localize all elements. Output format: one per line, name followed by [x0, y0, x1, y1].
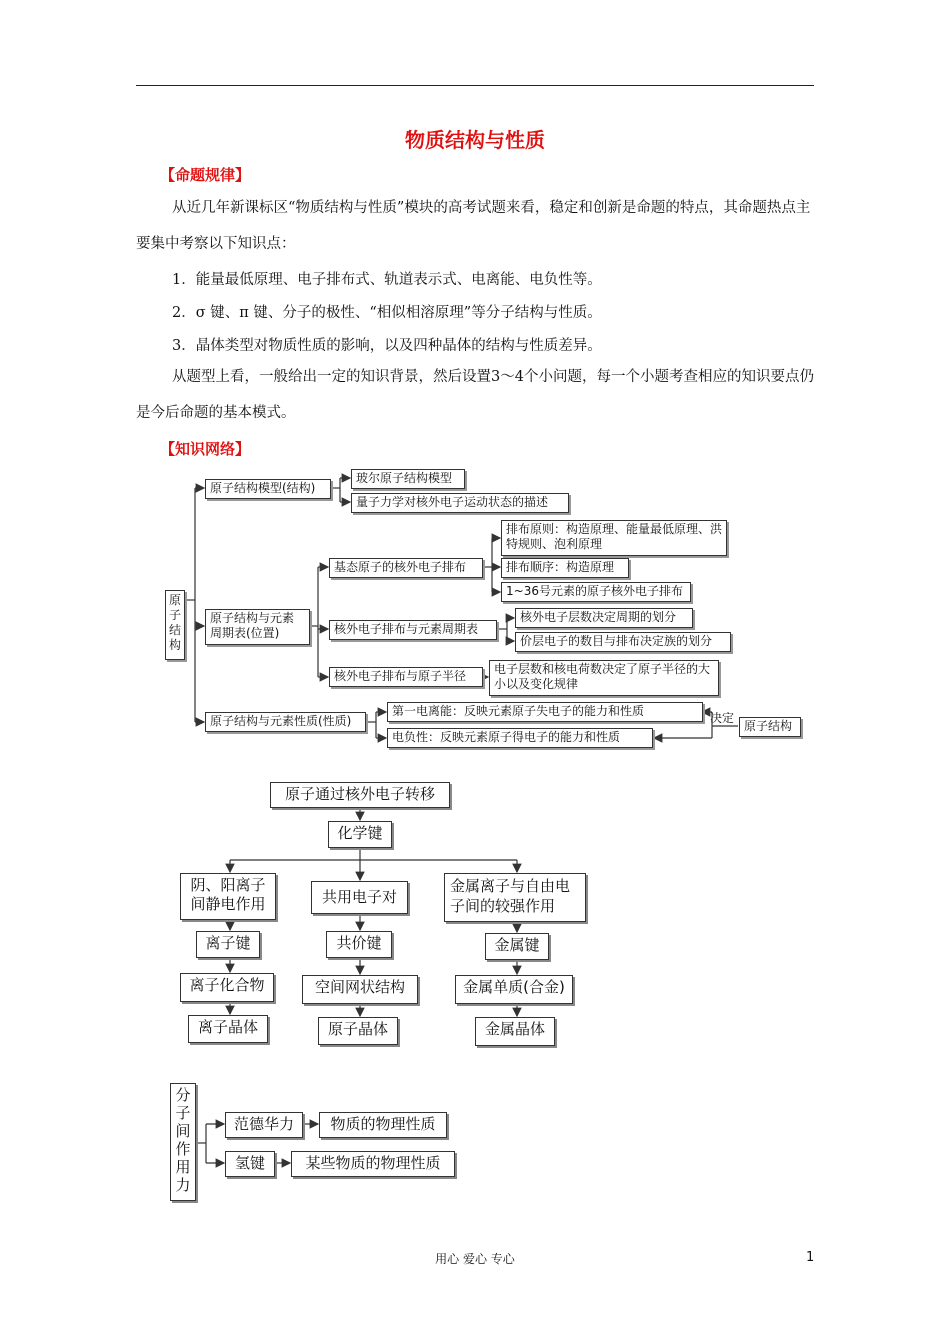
- van-der-waals-node: 范德华力: [225, 1112, 303, 1138]
- network-structure-node: 空间网状结构: [302, 975, 418, 1004]
- model-node: 原子结构模型(结构): [205, 479, 331, 499]
- footer-text: 用心 爱心 专心: [435, 1252, 515, 1266]
- rule-heading: 【命题规律】: [160, 166, 251, 184]
- atomic-crystal-node: 原子晶体: [318, 1017, 398, 1045]
- intermolecular-force-root: 分子间作用力: [170, 1083, 196, 1201]
- ionic-bond-node: 离子键: [196, 931, 260, 958]
- chemical-bond-node: 化学键: [328, 821, 392, 848]
- point-3: 3．晶体类型对物质性质的影响，以及四种晶体的结构与性质差异。: [172, 338, 602, 354]
- layers-period-node: 核外电子层数决定周期的划分: [515, 608, 693, 628]
- hbond-physical-property-node: 某些物质的物理性质: [291, 1151, 455, 1177]
- atom-structure-node: 原子结构: [739, 717, 801, 737]
- shared-electron-pair-node: 共用电子对: [311, 881, 408, 914]
- page-number: 1: [806, 1250, 815, 1265]
- ionization-node: 第一电离能：反映元素原子失电子的能力和性质: [387, 702, 703, 722]
- ground-state-node: 基态原子的核外电子排布: [329, 558, 483, 578]
- radius-rule-node: 电子层数和核电荷数决定了原子半径的大小以及变化规律: [489, 660, 719, 696]
- config-radius-node: 核外电子排布与原子半径: [329, 667, 483, 687]
- decides-label: 决定: [710, 711, 735, 725]
- periodic-table-node: 原子结构与元素周期表(位置): [205, 609, 310, 645]
- network-heading: 【知识网络】: [160, 440, 251, 458]
- bohr-model-node: 玻尔原子结构模型: [351, 469, 465, 489]
- ionic-interaction-node: 阴、阳离子间静电作用: [180, 873, 276, 920]
- electron-transfer-node: 原子通过核外电子转移: [270, 782, 450, 808]
- electronegativity-node: 电负性：反映元素原子得电子的能力和性质: [387, 728, 653, 748]
- metal-element-node: 金属单质(合金): [455, 975, 573, 1004]
- quantum-node: 量子力学对核外电子运动状态的描述: [351, 493, 569, 513]
- hydrogen-bond-node: 氢键: [225, 1151, 275, 1177]
- atomic-structure-root: 原子结构: [165, 590, 185, 660]
- metallic-bond-node: 金属键: [485, 933, 549, 960]
- page-title: 物质结构与性质: [405, 128, 545, 152]
- ionic-compound-node: 离子化合物: [180, 973, 274, 1002]
- metallic-crystal-node: 金属晶体: [475, 1017, 555, 1046]
- valence-group-node: 价层电子的数目与排布决定族的划分: [515, 632, 731, 652]
- elements-1-36-node: 1~36号元素的原子核外电子排布: [501, 582, 691, 602]
- config-periodic-node: 核外电子排布与元素周期表: [329, 620, 497, 640]
- properties-node: 原子结构与元素性质(性质): [205, 712, 366, 732]
- intro-paragraph: 从近几年新课标区“物质结构与性质”模块的高考试题来看，稳定和创新是命题的特点，其命题热点主要集中考察以下知识点：: [136, 200, 811, 252]
- arrangement-order-node: 排布顺序：构造原理: [501, 558, 629, 578]
- point-1: 1．能量最低原理、电子排布式、轨道表示式、电离能、电负性等。: [172, 272, 602, 288]
- metallic-interaction-node: 金属离子与自由电子间的较强作用: [444, 873, 586, 922]
- outro-paragraph: 从题型上看，一般给出一定的知识背景，然后设置3～4个小问题，每一个小题考查相应的知识要点仍是今后命题的基本模式。: [136, 369, 814, 421]
- arrangement-principle-node: 排布原则：构造原理、能量最低原理、洪特规则、泡利原理: [501, 520, 727, 556]
- ionic-crystal-node: 离子晶体: [188, 1015, 268, 1043]
- point-2: 2．σ 键、π 键、分子的极性、“相似相溶原理”等分子结构与性质。: [172, 305, 602, 321]
- vdw-physical-property-node: 物质的物理性质: [319, 1112, 447, 1138]
- covalent-bond-node: 共价键: [326, 931, 392, 958]
